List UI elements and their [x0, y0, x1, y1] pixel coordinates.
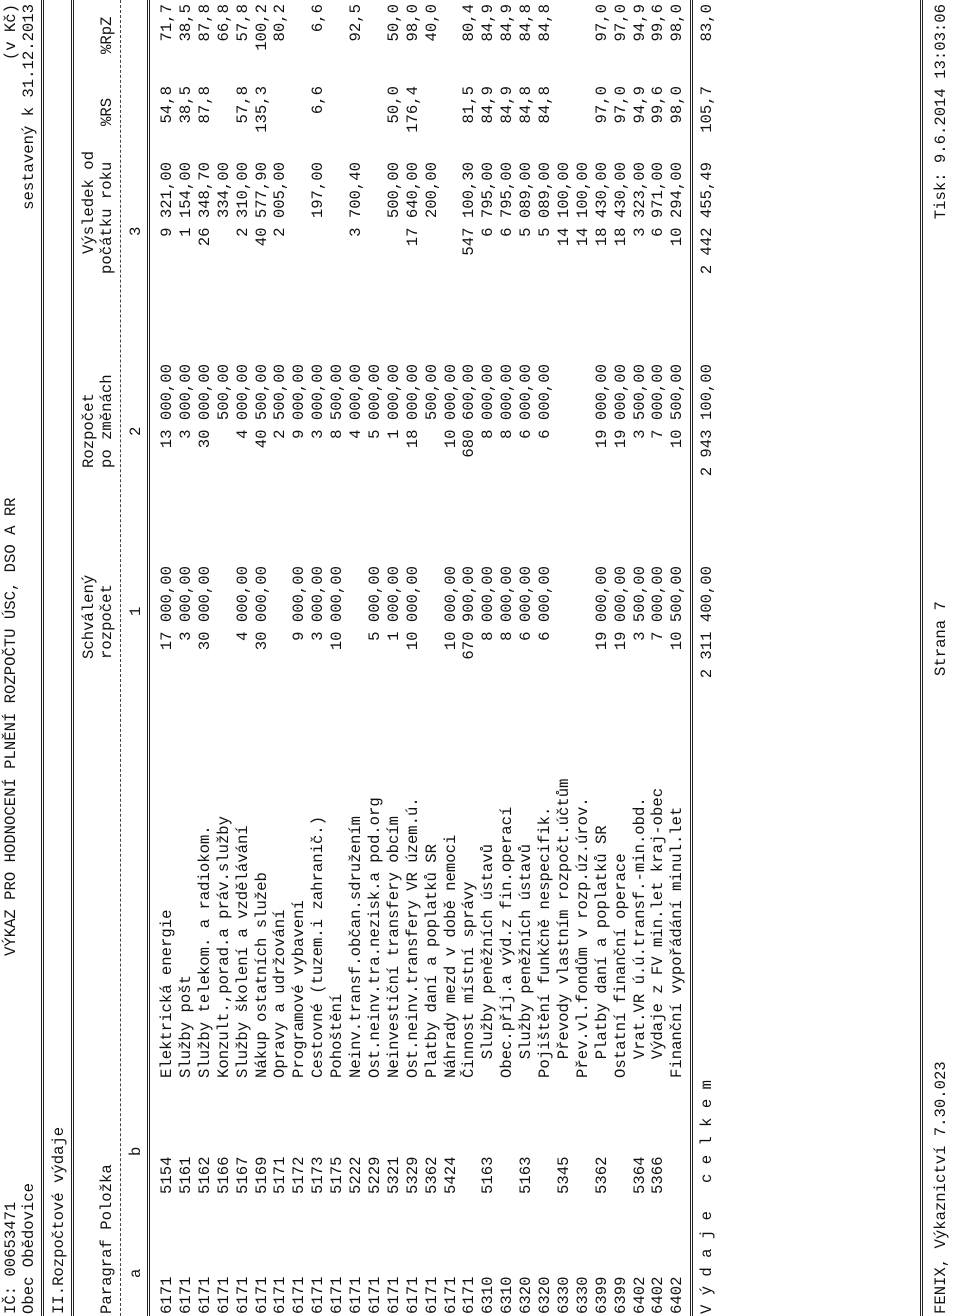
- cell-rozpocet: 30 000,00: [195, 364, 214, 449]
- cell-vysledek: 18 430,00: [611, 162, 630, 247]
- cell-schvaleny: 5 000,00: [365, 566, 384, 641]
- cell-pct-rpz: 98,0: [668, 4, 687, 42]
- cell-nazev: Vrat.VR ú.ú.transf.-min.obd.: [630, 797, 649, 1078]
- cell-vysledek: 18 430,00: [592, 162, 611, 247]
- cell-rozpocet: 19 000,00: [592, 364, 611, 449]
- cell-polozka: 5162: [195, 1156, 214, 1194]
- cell-paragraf: 6320: [517, 1276, 536, 1314]
- cell-nazev: Služby peněžních ústavů: [517, 844, 536, 1078]
- cell-vysledek: 3 323,00: [630, 162, 649, 237]
- footer-page-number: Strana 7: [932, 601, 950, 676]
- total-top-divider: [690, 0, 693, 1316]
- cell-pct-rpz: 6,6: [309, 4, 328, 33]
- cell-paragraf: 6171: [328, 1276, 347, 1314]
- cell-paragraf: 6402: [649, 1276, 668, 1314]
- cell-paragraf: 6171: [271, 1276, 290, 1314]
- total-schvaleny: 2 311 400,00: [698, 566, 716, 679]
- cell-paragraf: 6310: [479, 1276, 498, 1314]
- total-row: [698, 4, 717, 1316]
- col-pct-rpz: %RpZ: [98, 16, 116, 54]
- cell-nazev: Služby peněžních ústavů: [479, 844, 498, 1078]
- cell-pct-rpz: 84,8: [536, 4, 554, 42]
- cell-pct-rpz: 38,5: [176, 4, 195, 42]
- cell-polozka: 5166: [214, 1156, 233, 1194]
- cell-vysledek: 5 089,00: [536, 162, 554, 237]
- cell-schvaleny: 8 000,00: [479, 566, 498, 641]
- cell-polozka: 5222: [347, 1156, 365, 1194]
- cell-rozpocet: 3 000,00: [309, 364, 328, 439]
- cell-pct-rs: 81,5: [460, 86, 479, 124]
- cell-nazev: Ost.neinv.tra.nezisk.a pod.org: [365, 797, 384, 1078]
- compiled-date: sestavený k 31.12.2013: [20, 4, 38, 210]
- cell-schvaleny: 3 000,00: [309, 566, 328, 641]
- cell-rozpocet: 8 000,00: [479, 364, 498, 439]
- cell-polozka: 5171: [271, 1156, 290, 1194]
- cell-paragraf: 6171: [347, 1276, 365, 1314]
- col-index-b: b: [127, 1146, 145, 1156]
- col-paragraf-polozka: Paragraf Položka: [98, 1164, 116, 1314]
- cell-vysledek: 3 700,40: [347, 162, 365, 237]
- cell-rozpocet: 18 000,00: [403, 364, 422, 449]
- cell-paragraf: 6171: [158, 1276, 176, 1314]
- cell-paragraf: 6171: [403, 1276, 422, 1314]
- cell-rozpocet: 19 000,00: [611, 364, 630, 449]
- cell-schvaleny: 670 900,00: [460, 566, 479, 660]
- cell-nazev: Opravy a udržování: [271, 909, 290, 1078]
- cell-rozpocet: 4 000,00: [347, 364, 365, 439]
- column-index-line: [127, 226, 146, 1316]
- cell-rozpocet: 8 000,00: [498, 364, 517, 439]
- table-top-divider: [147, 0, 150, 1316]
- cell-polozka: 5161: [176, 1156, 195, 1194]
- cell-paragraf: 6171: [290, 1276, 309, 1314]
- col-rozpocet-1: Rozpočet: [80, 393, 98, 468]
- cell-vysledek: 2 005,00: [271, 162, 290, 237]
- cell-vysledek: 6 795,00: [498, 162, 517, 237]
- cell-vysledek: 14 100,00: [554, 162, 573, 247]
- cell-schvaleny: 3 500,00: [630, 566, 649, 641]
- cell-polozka: 5163: [479, 1156, 498, 1194]
- cell-vysledek: 5 089,00: [517, 162, 536, 237]
- col-index-3: 3: [127, 226, 145, 236]
- footer-line: [932, 4, 951, 1316]
- cell-vysledek: 2 310,00: [233, 162, 252, 237]
- cell-polozka: 5362: [422, 1156, 441, 1194]
- cell-rozpocet: 7 000,00: [649, 364, 668, 439]
- cell-paragraf: 6310: [498, 1276, 517, 1314]
- cell-paragraf: 6171: [252, 1276, 271, 1314]
- cell-paragraf: 6330: [573, 1276, 592, 1314]
- cell-rozpocet: 500,00: [422, 364, 441, 421]
- cell-vysledek: 6 971,00: [649, 162, 668, 237]
- total-label: V ý d a j e c e l k e m: [698, 1080, 716, 1314]
- cell-schvaleny: 10 000,00: [441, 566, 460, 651]
- cell-pct-rpz: 98,0: [403, 4, 422, 42]
- cell-nazev: Finanční vypořádání minul.let: [668, 806, 687, 1078]
- cell-vysledek: 6 795,00: [479, 162, 498, 237]
- cell-schvaleny: 19 000,00: [592, 566, 611, 651]
- cell-paragraf: 6171: [214, 1276, 233, 1314]
- cell-pct-rpz: 84,9: [498, 4, 517, 42]
- cell-nazev: Služby telekom. a radiokom.: [195, 825, 214, 1078]
- cell-pct-rs: 94,9: [630, 86, 649, 124]
- cell-polozka: 5362: [592, 1156, 611, 1194]
- cell-schvaleny: 10 500,00: [668, 566, 687, 651]
- cell-pct-rs: 176,4: [403, 86, 422, 133]
- cell-paragraf: 6402: [668, 1276, 687, 1314]
- cell-schvaleny: 10 000,00: [403, 566, 422, 651]
- header-line-1: [2, 4, 21, 1316]
- cell-vysledek: 547 100,30: [460, 162, 479, 256]
- cell-nazev: Přev.vl.fondům v rozp.úz.úrov.: [573, 797, 592, 1078]
- cell-polozka: 5424: [441, 1156, 460, 1194]
- cell-pct-rs: 6,6: [309, 86, 328, 115]
- cell-nazev: Služby pošt: [176, 975, 195, 1078]
- cell-nazev: Výdaje z FV min.let kraj-obec: [649, 787, 668, 1078]
- cell-pct-rpz: 94,9: [630, 4, 649, 42]
- cell-schvaleny: 7 000,00: [649, 566, 668, 641]
- cell-pct-rs: 97,0: [611, 86, 630, 124]
- cell-nazev: Činnost místní správy: [460, 881, 479, 1078]
- cell-rozpocet: 2 500,00: [271, 364, 290, 439]
- report-title: VÝKAZ PRO HODNOCENÍ PLNĚNÍ ROZPOČTU ÚSC, DSO A RR: [2, 497, 20, 956]
- col-schvaleny-2: rozpočet: [98, 584, 116, 659]
- cell-pct-rpz: 97,0: [592, 4, 611, 42]
- cell-paragraf: 6171: [195, 1276, 214, 1314]
- cell-pct-rpz: 80,4: [460, 4, 479, 42]
- cell-paragraf: 6402: [630, 1276, 649, 1314]
- cell-vysledek: 500,00: [384, 162, 403, 219]
- cell-polozka: 5364: [630, 1156, 649, 1194]
- col-vysledek-2: počátku roku: [98, 161, 116, 274]
- cell-rozpocet: 500,00: [214, 364, 233, 421]
- cell-rozpocet: 13 000,00: [158, 364, 176, 449]
- cell-nazev: Obec.příj.a výd.z fin.operací: [498, 806, 517, 1078]
- header-line-2: [20, 4, 39, 1316]
- cell-pct-rpz: 87,8: [195, 4, 214, 42]
- cell-polozka: 5173: [309, 1156, 328, 1194]
- cell-pct-rs: 84,9: [498, 86, 517, 124]
- cell-paragraf: 6171: [384, 1276, 403, 1314]
- municipality-name: Obec Obědovice: [20, 1182, 38, 1314]
- col-index-a: a: [127, 1268, 145, 1278]
- cell-pct-rs: 87,8: [195, 86, 214, 124]
- cell-schvaleny: 3 000,00: [176, 566, 195, 641]
- cell-paragraf: 6171: [176, 1276, 195, 1314]
- cell-vysledek: 200,00: [422, 162, 441, 219]
- column-header-divider: [120, 0, 121, 1316]
- cell-vysledek: 40 577,90: [252, 162, 271, 247]
- cell-schvaleny: 8 000,00: [498, 566, 517, 641]
- total-rozpocet: 2 943 100,00: [698, 364, 716, 477]
- cell-rozpocet: 10 500,00: [668, 364, 687, 449]
- cell-vysledek: 17 640,00: [403, 162, 422, 247]
- cell-schvaleny: 10 000,00: [328, 566, 347, 651]
- cell-polozka: 5163: [517, 1156, 536, 1194]
- cell-polozka: 5172: [290, 1156, 309, 1194]
- cell-polozka: 5154: [158, 1156, 176, 1194]
- cell-schvaleny: 1 000,00: [384, 566, 403, 641]
- col-rozpocet-2: po změnách: [98, 374, 116, 468]
- cell-nazev: Platby daní a poplatků SR: [592, 825, 611, 1078]
- cell-rozpocet: 6 000,00: [517, 364, 536, 439]
- cell-vysledek: 197,00: [309, 162, 328, 219]
- cell-nazev: Elektrická energie: [158, 909, 176, 1078]
- cell-rozpocet: 9 000,00: [290, 364, 309, 439]
- cell-paragraf: 6320: [536, 1276, 554, 1314]
- cell-vysledek: 14 100,00: [573, 162, 592, 247]
- cell-schvaleny: 4 000,00: [233, 566, 252, 641]
- column-header-line-1: [80, 151, 99, 1316]
- cell-pct-rpz: 97,0: [611, 4, 630, 42]
- cell-rozpocet: 5 000,00: [365, 364, 384, 439]
- cell-pct-rs: 84,9: [479, 86, 498, 124]
- cell-rozpocet: 10 000,00: [441, 364, 460, 449]
- section-divider: [71, 0, 74, 1316]
- cell-rozpocet: 3 500,00: [630, 364, 649, 439]
- total-pct-rs: 105,7: [698, 86, 716, 133]
- cell-polozka: 5175: [328, 1156, 347, 1194]
- col-index-2: 2: [127, 426, 145, 436]
- cell-nazev: Neinv.transf.občan.sdružením: [347, 815, 365, 1078]
- cell-pct-rs: 84,8: [536, 86, 554, 124]
- cell-nazev: Ost.neinv.transfery VR územ.ú.: [403, 797, 422, 1078]
- cell-vysledek: 334,00: [214, 162, 233, 219]
- cell-pct-rs: 50,0: [384, 86, 403, 124]
- cell-pct-rpz: 80,2: [271, 4, 290, 42]
- cell-rozpocet: 3 000,00: [176, 364, 195, 439]
- cell-paragraf: 6171: [365, 1276, 384, 1314]
- cell-rozpocet: 680 600,00: [460, 364, 479, 458]
- cell-polozka: 5366: [649, 1156, 668, 1194]
- cell-nazev: Cestovné (tuzem.i zahranič.): [309, 815, 328, 1078]
- ic-number: IČ: 00653471: [2, 1201, 20, 1314]
- cell-nazev: Ostatní finanční operace: [611, 853, 630, 1078]
- cell-pct-rpz: 92,5: [347, 4, 365, 42]
- cell-pct-rs: 38,5: [176, 86, 195, 124]
- cell-nazev: Služby školení a vzdělávání: [233, 825, 252, 1078]
- cell-nazev: Náhrady mezd v době nemoci: [441, 834, 460, 1078]
- cell-vysledek: 1 154,00: [176, 162, 195, 237]
- footer-software: FENIX, Výkaznictví 7.30.023: [932, 1061, 950, 1314]
- cell-pct-rs: 99,6: [649, 86, 668, 124]
- cell-pct-rpz: 40,0: [422, 4, 441, 42]
- cell-pct-rpz: 99,6: [649, 4, 668, 42]
- cell-pct-rs: 97,0: [592, 86, 611, 124]
- cell-paragraf: 6171: [233, 1276, 252, 1314]
- cell-nazev: Pojištění funkčně nespecifik.: [536, 806, 554, 1078]
- cell-schvaleny: 30 000,00: [252, 566, 271, 651]
- cell-schvaleny: 19 000,00: [611, 566, 630, 651]
- cell-nazev: Neinvestiční transfery obcím: [384, 815, 403, 1078]
- cell-vysledek: 9 321,00: [158, 162, 176, 237]
- header-divider: [41, 0, 44, 1316]
- cell-paragraf: 6171: [441, 1276, 460, 1314]
- cell-pct-rpz: 50,0: [384, 4, 403, 42]
- cell-rozpocet: 40 500,00: [252, 364, 271, 449]
- total-pct-rpz: 83,0: [698, 4, 716, 42]
- cell-pct-rpz: 71,7: [158, 4, 176, 42]
- cell-pct-rs: 54,8: [158, 86, 176, 124]
- cell-schvaleny: 6 000,00: [536, 566, 554, 641]
- cell-polozka: 5229: [365, 1156, 384, 1194]
- cell-paragraf: 6399: [611, 1276, 630, 1314]
- cell-paragraf: 6171: [309, 1276, 328, 1314]
- cell-paragraf: 6399: [592, 1276, 611, 1314]
- section-title: II.Rozpočtové výdaje: [50, 1126, 68, 1314]
- cell-schvaleny: 6 000,00: [517, 566, 536, 641]
- cell-paragraf: 6171: [422, 1276, 441, 1314]
- cell-schvaleny: 30 000,00: [195, 566, 214, 651]
- cell-schvaleny: 17 000,00: [158, 566, 176, 651]
- cell-pct-rs: 84,8: [517, 86, 536, 124]
- col-index-1: 1: [127, 606, 145, 616]
- cell-rozpocet: 8 500,00: [328, 364, 347, 439]
- cell-nazev: Konzult.,porad.a práv.služby: [214, 815, 233, 1078]
- cell-nazev: Převody vlastním rozpočt.účtům: [554, 778, 573, 1078]
- cell-pct-rs: 135,3: [252, 86, 271, 133]
- cell-pct-rpz: 57,8: [233, 4, 252, 42]
- cell-schvaleny: 9 000,00: [290, 566, 309, 641]
- total-vysledek: 2 442 455,49: [698, 162, 716, 275]
- section-title-line: [50, 1126, 69, 1316]
- cell-pct-rpz: 66,8: [214, 4, 233, 42]
- cell-polozka: 5345: [554, 1156, 573, 1194]
- cell-paragraf: 6330: [554, 1276, 573, 1314]
- col-vysledek-1: Výsledek od: [80, 151, 98, 254]
- cell-polozka: 5321: [384, 1156, 403, 1194]
- cell-paragraf: 6171: [460, 1276, 479, 1314]
- cell-pct-rs: 57,8: [233, 86, 252, 124]
- col-pct-rs: %RS: [98, 97, 116, 126]
- cell-pct-rpz: 84,8: [517, 4, 536, 42]
- footer-divider: [920, 0, 923, 1316]
- cell-nazev: Pohoštění: [328, 993, 347, 1078]
- cell-nazev: Platby daní a poplatků SR: [422, 844, 441, 1078]
- footer-print-time: Tisk: 9.6.2014 13:03:06: [932, 4, 950, 220]
- currency-unit: (v Kč): [2, 4, 20, 61]
- cell-polozka: 5329: [403, 1156, 422, 1194]
- cell-nazev: Programové vybavení: [290, 900, 309, 1078]
- cell-nazev: Nákup ostatních služeb: [252, 872, 271, 1078]
- col-schvaleny-1: Schválený: [80, 574, 98, 659]
- cell-rozpocet: 4 000,00: [233, 364, 252, 439]
- cell-pct-rpz: 84,9: [479, 4, 498, 42]
- column-header-line-2: [98, 16, 117, 1316]
- cell-vysledek: 10 294,00: [668, 162, 687, 247]
- cell-pct-rpz: 100,2: [252, 4, 271, 51]
- cell-polozka: 5167: [233, 1156, 252, 1194]
- cell-polozka: 5169: [252, 1156, 271, 1194]
- cell-rozpocet: 1 000,00: [384, 364, 403, 439]
- cell-pct-rs: 98,0: [668, 86, 687, 124]
- cell-vysledek: 26 348,70: [195, 162, 214, 247]
- cell-rozpocet: 6 000,00: [536, 364, 554, 439]
